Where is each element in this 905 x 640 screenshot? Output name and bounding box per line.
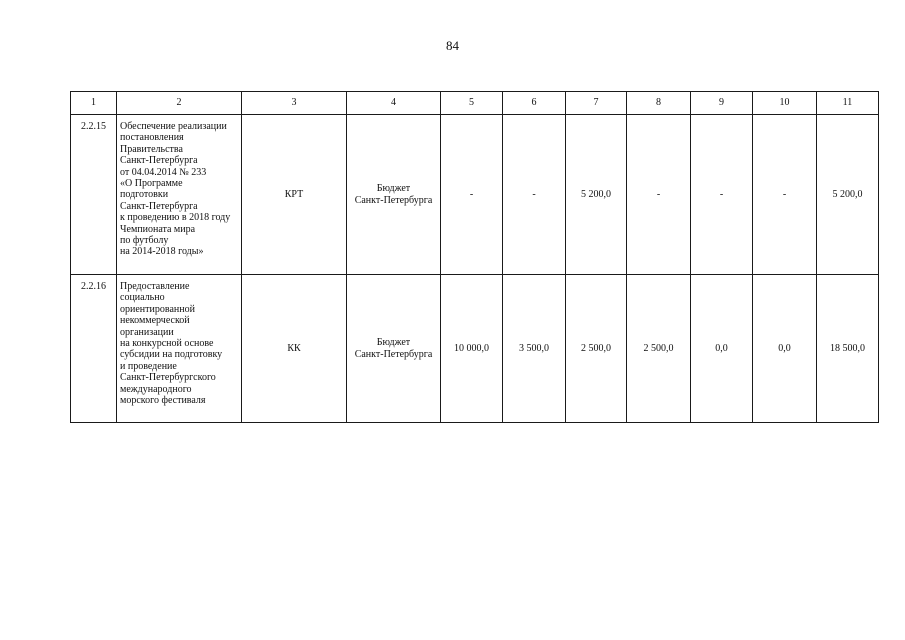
description-line: некоммерческой bbox=[120, 315, 190, 327]
description-line: и проведение bbox=[120, 360, 177, 372]
column-header: 1 bbox=[71, 92, 117, 115]
budget-table bbox=[70, 91, 879, 423]
description-line: Санкт-Петербурга bbox=[120, 200, 198, 212]
funding-source-line: Санкт-Петербурга bbox=[354, 194, 433, 206]
column-header: 6 bbox=[503, 92, 566, 115]
column-header: 5 bbox=[441, 92, 503, 115]
description-line: «О Программе bbox=[120, 178, 183, 190]
description-line: постановления bbox=[120, 132, 184, 144]
description-line: от 04.04.2014 № 233 bbox=[120, 166, 207, 178]
description-line: социально bbox=[120, 292, 165, 304]
row-value: 5 200,0 bbox=[566, 115, 627, 275]
row-description bbox=[117, 275, 242, 423]
description-line: ориентированной bbox=[120, 303, 195, 315]
description-line: по футболу bbox=[120, 235, 169, 247]
description-line: на конкурсной основе bbox=[120, 338, 214, 350]
row-value: - bbox=[753, 115, 817, 275]
row-value: - bbox=[627, 115, 691, 275]
row-description bbox=[117, 115, 242, 275]
column-header: 9 bbox=[691, 92, 753, 115]
funding-source-line: Бюджет bbox=[376, 183, 411, 195]
row-index: 2.2.15 bbox=[71, 115, 117, 275]
column-header: 4 bbox=[347, 92, 441, 115]
row-value: - bbox=[691, 115, 753, 275]
table-row bbox=[71, 115, 879, 275]
column-header: 7 bbox=[566, 92, 627, 115]
description-line: подготовки bbox=[120, 189, 169, 201]
row-value: - bbox=[441, 115, 503, 275]
row-executor: КРТ bbox=[242, 115, 347, 275]
row-executor: КК bbox=[242, 275, 347, 423]
row-value: 0,0 bbox=[753, 275, 817, 423]
row-funding-source bbox=[347, 115, 441, 275]
row-value: 2 500,0 bbox=[566, 275, 627, 423]
column-header: 2 bbox=[117, 92, 242, 115]
description-line: Правительства bbox=[120, 143, 183, 155]
funding-source-line: Бюджет bbox=[376, 337, 411, 349]
row-value: 5 200,0 bbox=[817, 115, 879, 275]
description-line: Санкт-Петербургского bbox=[120, 372, 216, 384]
description-line: на 2014-2018 годы» bbox=[120, 246, 204, 258]
funding-source-line: Санкт-Петербурга bbox=[354, 348, 433, 360]
description-line: международного bbox=[120, 383, 192, 395]
column-header: 11 bbox=[817, 92, 879, 115]
row-value: 10 000,0 bbox=[441, 275, 503, 423]
row-funding-source bbox=[347, 275, 441, 423]
description-line: субсидии на подготовку bbox=[120, 349, 223, 361]
description-line: морского фестиваля bbox=[120, 395, 206, 407]
column-header: 8 bbox=[627, 92, 691, 115]
description-line: к проведению в 2018 году bbox=[120, 212, 231, 224]
row-value: 2 500,0 bbox=[627, 275, 691, 423]
row-value: 0,0 bbox=[691, 275, 753, 423]
description-line: Предоставление bbox=[120, 281, 190, 292]
description-line: Чемпионата мира bbox=[120, 223, 196, 235]
page-number: 84 bbox=[446, 38, 459, 53]
description-line: Обеспечение реализации bbox=[120, 121, 227, 132]
row-value: 3 500,0 bbox=[503, 275, 566, 423]
row-value: - bbox=[503, 115, 566, 275]
column-header: 3 bbox=[242, 92, 347, 115]
header-row bbox=[71, 92, 879, 115]
table-row bbox=[71, 275, 879, 423]
column-header: 10 bbox=[753, 92, 817, 115]
description-line: Санкт-Петербурга bbox=[120, 155, 198, 167]
row-value: 18 500,0 bbox=[817, 275, 879, 423]
row-index: 2.2.16 bbox=[71, 275, 117, 423]
description-line: организации bbox=[120, 326, 174, 338]
